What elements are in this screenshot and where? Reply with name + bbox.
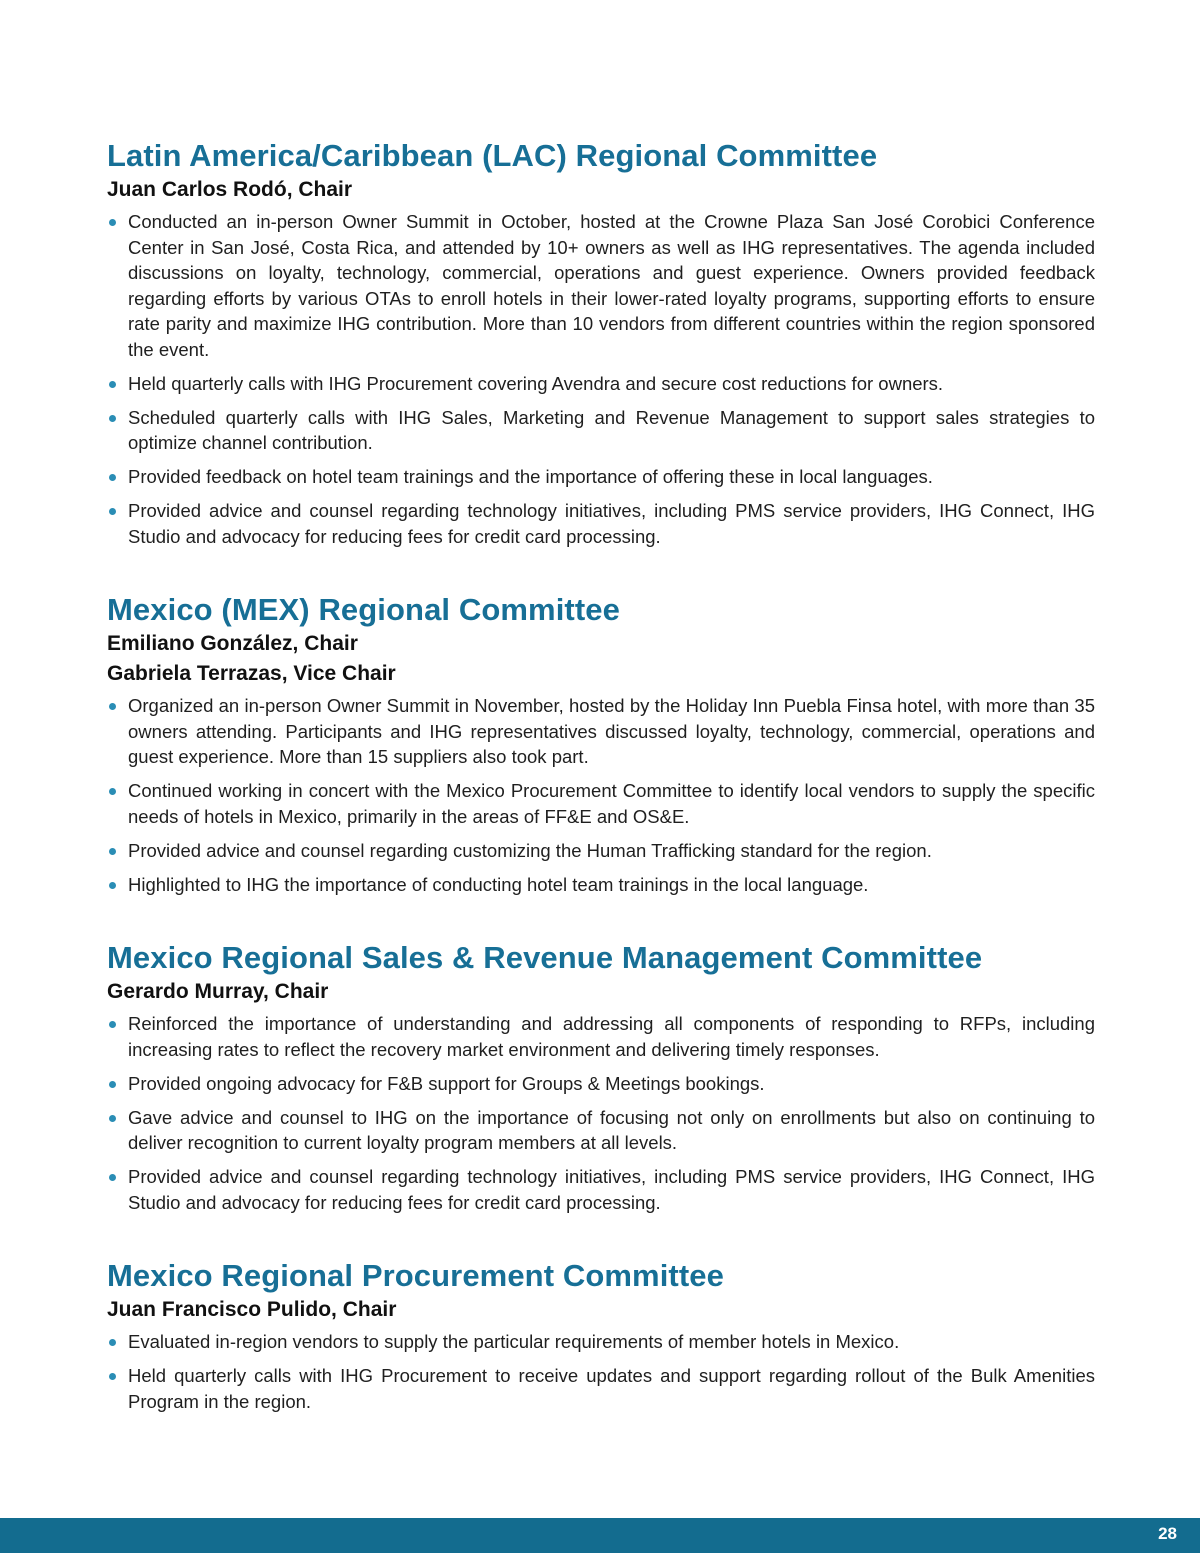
bullet-icon [109, 703, 116, 710]
bullet-icon [109, 788, 116, 795]
list-item [107, 1011, 1095, 1062]
section-title: Mexico Regional Procurement Committee [107, 1258, 724, 1293]
list-item [107, 838, 1095, 864]
footer-bar [0, 1518, 1200, 1553]
list-item [107, 405, 1095, 456]
section-title: Mexico (MEX) Regional Committee [107, 592, 620, 627]
section-title: Latin America/Caribbean (LAC) Regional Committee [107, 138, 878, 173]
list-item [107, 778, 1095, 829]
committee-section-lac [107, 137, 1095, 549]
list-item [107, 498, 1095, 549]
bullet-icon [109, 1021, 116, 1028]
list-item-text: Held quarterly calls with IHG Procurement to receive updates and support regarding rollout of the Bulk Amenities Program in the region. [128, 1365, 1095, 1412]
chair-name: Juan Carlos Rodó, Chair [107, 178, 353, 201]
bullet-icon [109, 474, 116, 481]
list-item-text: Provided ongoing advocacy for F&B support for Groups & Meetings bookings. [128, 1072, 765, 1094]
list-item-text: Scheduled quarterly calls with IHG Sales, Marketing and Revenue Management to support sales strategies to optimize channel contribution. [128, 406, 1095, 453]
bullet-icon [109, 1081, 116, 1088]
bullet-icon [109, 848, 116, 855]
bullet-list [107, 1329, 1095, 1414]
list-item-text: Conducted an in-person Owner Summit in October, hosted at the Crowne Plaza San José Corobici Conference Center in San José, Costa Rica, and attended by 10+ owners as well as IHG representatives. The agenda included discussions on loyalty, technology, commercial, operations and guest experience. Owners provided feedback regarding efforts by various OTAs to enroll hotels in their lower-rated loyalty programs, supporting efforts to ensure rate parity and maximize IHG contribution. More than 10 vendors from different countries within the region sponsored the event. [128, 211, 1095, 360]
list-item [107, 1105, 1095, 1156]
bullet-list [107, 693, 1095, 897]
page-number: 28 [1158, 1524, 1177, 1543]
list-item-text: Held quarterly calls with IHG Procurement covering Avendra and secure cost reductions for owners. [128, 372, 944, 394]
bullet-icon [109, 1115, 116, 1122]
bullet-icon [109, 882, 116, 889]
committee-section-mex-sales [107, 939, 1095, 1215]
list-item-text: Organized an in-person Owner Summit in November, hosted by the Holiday Inn Puebla Finsa hotel, with more than 35 owners attending. Participants and IHG representatives discussed loyalty, technology, commercial, operations and guest experience. More than 15 suppliers also took part. [128, 695, 1095, 767]
bullet-list [107, 209, 1095, 549]
bullet-icon [109, 508, 116, 515]
bullet-icon [109, 415, 116, 422]
list-item-text: Evaluated in-region vendors to supply the particular requirements of member hotels in Mexico. [128, 1331, 900, 1352]
bullet-icon [109, 219, 116, 226]
list-item [107, 1329, 1095, 1355]
list-item-text: Highlighted to IHG the importance of conducting hotel team trainings in the local language. [128, 873, 869, 895]
list-item-text: Gave advice and counsel to IHG on the importance of focusing not only on enrollments but also on continuing to deliver recognition to current loyalty program members at all levels. [128, 1106, 1095, 1153]
section-title: Mexico Regional Sales & Revenue Management Committee [107, 940, 983, 975]
list-item-text: Provided advice and counsel regarding technology initiatives, including PMS service providers, IHG Connect, IHG Studio and advocacy for reducing fees for credit card processing. [128, 500, 1095, 547]
page-content [107, 137, 1095, 1456]
chair-name: Juan Francisco Pulido, Chair [107, 1298, 397, 1321]
bullet-list [107, 1011, 1095, 1215]
list-item [107, 872, 1095, 898]
committee-section-mex-procurement [107, 1257, 1095, 1414]
bullet-icon [109, 381, 116, 388]
bullet-icon [109, 1339, 116, 1346]
list-item-text: Provided feedback on hotel team trainings and the importance of offering these in local languages. [128, 466, 933, 487]
list-item [107, 209, 1095, 362]
list-item-text: Provided advice and counsel regarding customizing the Human Trafficking standard for the region. [128, 839, 932, 861]
list-item [107, 464, 1095, 490]
list-item [107, 1363, 1095, 1414]
bullet-icon [109, 1373, 116, 1380]
chair-name: Gerardo Murray, Chair [107, 980, 329, 1003]
list-item [107, 371, 1095, 397]
list-item-text: Provided advice and counsel regarding technology initiatives, including PMS service providers, IHG Connect, IHG Studio and advocacy for reducing fees for credit card processing. [128, 1166, 1095, 1213]
list-item [107, 1071, 1095, 1097]
bullet-icon [109, 1174, 116, 1181]
list-item [107, 1164, 1095, 1215]
chair-name: Emiliano González, Chair [107, 632, 358, 655]
committee-section-mex [107, 591, 1095, 897]
list-item-text: Continued working in concert with the Mexico Procurement Committee to identify local vendors to supply the specific needs of hotels in Mexico, primarily in the areas of FF&E and OS&E. [128, 780, 1095, 827]
list-item-text: Reinforced the importance of understanding and addressing all components of responding to RFPs, including increasing rates to reflect the recovery market environment and delivering timely responses. [128, 1013, 1095, 1060]
list-item [107, 693, 1095, 770]
vice-chair-name: Gabriela Terrazas, Vice Chair [107, 662, 396, 685]
